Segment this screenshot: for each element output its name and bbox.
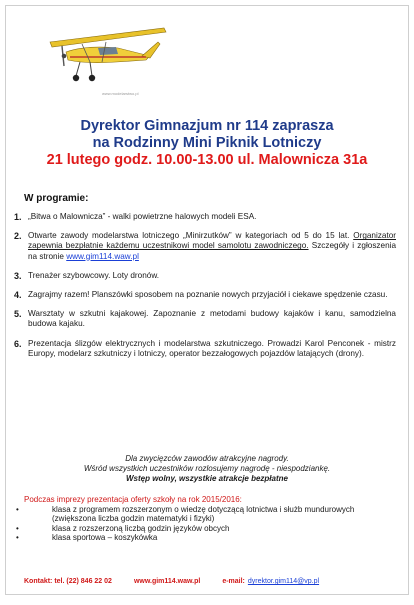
item-text: Zagrajmy razem! Planszówki sposobem na poznanie nowych przyjaciół i ciekawe spędzenie czasu.: [28, 290, 388, 300]
offer-item: [16, 533, 396, 543]
bullet-icon: •: [16, 523, 19, 533]
program-list: [14, 212, 396, 368]
item-number: 3.: [14, 270, 22, 281]
item-number: 2.: [14, 231, 22, 242]
website-link[interactable]: www.gim114.waw.pl: [66, 251, 139, 261]
item-text: Warsztaty w szkutni kajakowej. Zapoznanie z metodami budowy kajaków i kanu, samodzielna budowa kajaku.: [28, 309, 396, 329]
offer-item: [16, 505, 396, 524]
program-item: [14, 271, 396, 281]
program-item: [14, 309, 396, 329]
item-number: 6.: [14, 338, 22, 349]
item-text: [28, 231, 396, 262]
awards-line-2: Wśród wszystkich uczestników rozlosujemy nagrodę - niespodziankę.: [83, 464, 331, 473]
offer-list: [16, 505, 396, 543]
email-label: e-mail:: [222, 578, 245, 585]
item-number: 1.: [14, 212, 22, 222]
offer-item: [16, 524, 396, 534]
item-text-part: Szczegóły i zgłoszenia na stronie: [28, 241, 396, 261]
flyer-page: [5, 5, 409, 595]
program-item: [14, 290, 396, 300]
contact-website[interactable]: www.gim114.waw.pl: [133, 578, 201, 585]
free-entry-line: Wstęp wolny, wszystkie atrakcje bezpłatne: [126, 474, 288, 483]
item-number: 5.: [14, 309, 22, 320]
item-text: Prezentacja ślizgów elektrycznych i modelarstwa szkutniczego. Prowadzi Karol Penconek - mistrz Europy, modelarz szkutniczy i lotniczy, operator bezzałogowych pojazdów latających (drony).: [28, 338, 396, 358]
item-number: 4.: [14, 290, 22, 301]
headline: [6, 118, 408, 169]
school-offer: [16, 495, 396, 543]
program-item: [14, 212, 396, 222]
program-item: [14, 231, 396, 262]
program-item: [14, 339, 396, 359]
offer-item-text: klasa z programem rozszerzonym o wiedzę dotyczącą lotnictwa i służb mundurowych (zwiększona liczba godzin matematyki i fizyki): [52, 504, 355, 524]
program-title: W programie:: [24, 193, 89, 204]
item-text-part: Otwarte zawody modelarstwa lotniczego „Minirzutków” w kategoriach od 5 do 15 lat.: [28, 231, 354, 241]
item-text: „Bitwa o Malownicza” - walki powietrzne halowych modeli ESA.: [28, 212, 257, 221]
headline-line-2: na Rodzinny Mini Piknik Lotniczy: [92, 135, 322, 151]
offer-heading: Podczas imprezy prezentacja oferty szkoły na rok 2015/2016:: [24, 495, 242, 504]
contact-phone: Kontakt: tel. (22) 846 22 02: [24, 578, 112, 585]
bullet-icon: •: [16, 533, 19, 543]
email-link[interactable]: dyrektor.gim114@vp.pl: [247, 578, 320, 585]
item-text-underlined: Organizator zapewnia bezpłatnie każdemu uczestnikowi model samolotu zawodniczego.: [28, 231, 396, 251]
bullet-icon: •: [16, 504, 19, 514]
headline-line-1: Dyrektor Gimnazjum nr 114 zaprasza: [80, 118, 334, 134]
airplane-illustration: [46, 12, 168, 92]
offer-item-text: klasa sportowa – koszykówka: [52, 533, 158, 543]
image-caption: www.modelarstwo.pl: [102, 91, 139, 96]
item-text: Trenażer szybowcowy. Loty dronów.: [28, 270, 160, 280]
event-date-location: 21 lutego godz. 10.00-13.00 ul. Malownicza 31a: [46, 152, 368, 168]
offer-item-text: klasa z rozszerzoną liczbą godzin języków obcych: [52, 523, 230, 533]
awards-line-1: Dla zwycięzców zawodów atrakcyjne nagrody.: [125, 454, 289, 463]
awards-note: [6, 454, 408, 484]
contact-footer: [24, 578, 319, 585]
